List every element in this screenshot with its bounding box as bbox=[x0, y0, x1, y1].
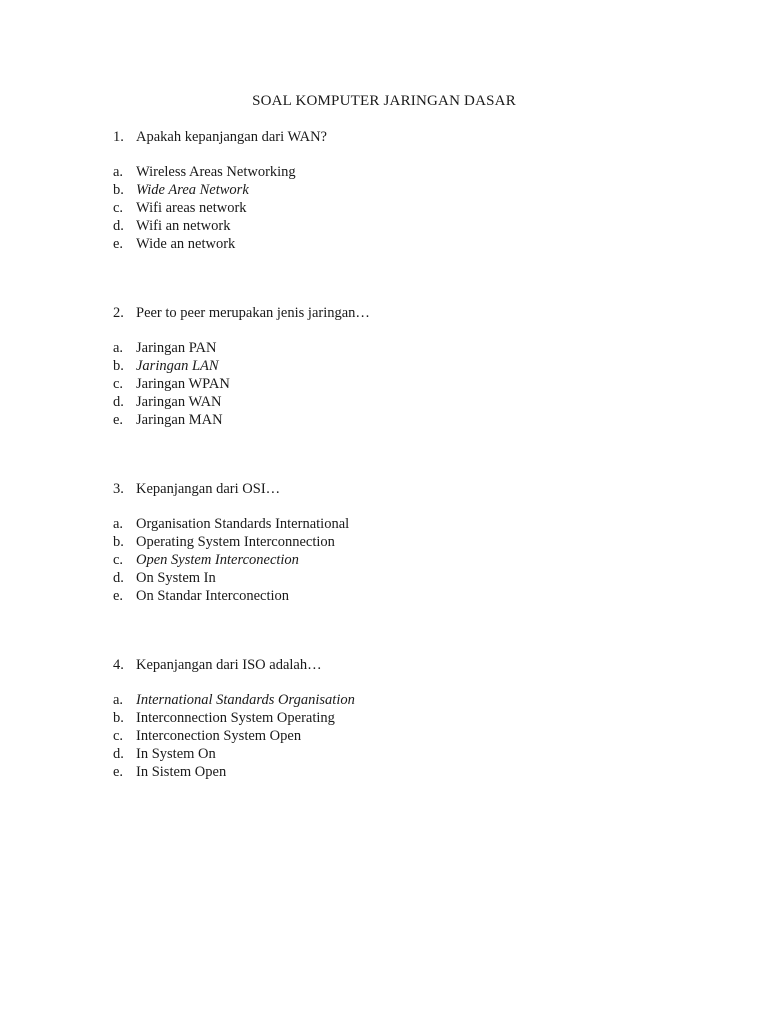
option-c bbox=[113, 551, 713, 569]
option-e bbox=[113, 411, 713, 429]
question-text: Apakah kepanjangan dari WAN? bbox=[136, 129, 327, 145]
option-letter: a. bbox=[113, 164, 124, 180]
option-list bbox=[113, 339, 713, 429]
option-letter: c. bbox=[113, 376, 124, 392]
question-number: 4. bbox=[113, 657, 124, 673]
option-text: On System In bbox=[136, 570, 216, 586]
question-number: 2. bbox=[113, 305, 124, 321]
question-text: Kepanjangan dari OSI… bbox=[136, 481, 281, 497]
option-letter: e. bbox=[113, 236, 124, 252]
option-list bbox=[113, 691, 713, 781]
option-letter: b. bbox=[113, 182, 124, 198]
option-text: Jaringan LAN bbox=[136, 358, 219, 374]
option-e bbox=[113, 235, 713, 253]
option-text: Wide an network bbox=[136, 236, 236, 252]
option-letter: c. bbox=[113, 728, 124, 744]
option-letter: d. bbox=[113, 218, 124, 234]
option-d bbox=[113, 217, 713, 235]
option-letter: b. bbox=[113, 358, 124, 374]
option-d bbox=[113, 745, 713, 763]
option-list bbox=[113, 163, 713, 253]
question-number: 3. bbox=[113, 481, 124, 497]
question-line bbox=[113, 127, 713, 147]
option-text: Wifi an network bbox=[136, 218, 231, 234]
option-c bbox=[113, 199, 713, 217]
option-d bbox=[113, 393, 713, 411]
option-b bbox=[113, 709, 713, 727]
option-a bbox=[113, 691, 713, 709]
question-text: Peer to peer merupakan jenis jaringan… bbox=[136, 305, 370, 321]
option-text: Open System Interconection bbox=[136, 552, 299, 568]
option-text: In System On bbox=[136, 746, 216, 762]
option-text: Jaringan WAN bbox=[136, 394, 222, 410]
question-number: 1. bbox=[113, 129, 124, 145]
option-c bbox=[113, 727, 713, 745]
option-text: Wireless Areas Networking bbox=[136, 164, 296, 180]
option-text: Organisation Standards International bbox=[136, 516, 350, 532]
option-e bbox=[113, 763, 713, 781]
option-letter: d. bbox=[113, 570, 124, 586]
document-title: SOAL KOMPUTER JARINGAN DASAR bbox=[252, 93, 516, 109]
option-d bbox=[113, 569, 713, 587]
option-letter: e. bbox=[113, 412, 124, 428]
option-letter: b. bbox=[113, 710, 124, 726]
option-text: Operating System Interconnection bbox=[136, 534, 335, 550]
option-text: Wide Area Network bbox=[136, 182, 249, 198]
option-letter: a. bbox=[113, 516, 124, 532]
option-letter: a. bbox=[113, 340, 124, 356]
question-line bbox=[113, 655, 713, 675]
option-text: Jaringan MAN bbox=[136, 412, 223, 428]
option-letter: c. bbox=[113, 552, 124, 568]
option-text: In Sistem Open bbox=[136, 764, 227, 780]
option-list bbox=[113, 515, 713, 605]
option-b bbox=[113, 181, 713, 199]
option-e bbox=[113, 587, 713, 605]
option-letter: c. bbox=[113, 200, 124, 216]
option-letter: a. bbox=[113, 692, 124, 708]
question-1 bbox=[113, 127, 713, 252]
question-3 bbox=[113, 479, 713, 604]
option-a bbox=[113, 515, 713, 533]
option-a bbox=[113, 339, 713, 357]
question-line bbox=[113, 303, 713, 323]
option-letter: d. bbox=[113, 394, 124, 410]
option-c bbox=[113, 375, 713, 393]
option-b bbox=[113, 533, 713, 551]
question-line bbox=[113, 479, 713, 499]
option-text: International Standards Organisation bbox=[136, 692, 355, 708]
question-2 bbox=[113, 303, 713, 428]
option-a bbox=[113, 163, 713, 181]
option-letter: e. bbox=[113, 588, 124, 604]
option-letter: d. bbox=[113, 746, 124, 762]
option-b bbox=[113, 357, 713, 375]
option-text: Jaringan PAN bbox=[136, 340, 217, 356]
option-text: Interconection System Open bbox=[136, 728, 302, 744]
option-text: On Standar Interconection bbox=[136, 588, 290, 604]
question-text: Kepanjangan dari ISO adalah… bbox=[136, 657, 322, 673]
option-letter: b. bbox=[113, 534, 124, 550]
option-text: Wifi areas network bbox=[136, 200, 247, 216]
question-4 bbox=[113, 655, 713, 780]
option-text: Jaringan WPAN bbox=[136, 376, 230, 392]
option-letter: e. bbox=[113, 764, 124, 780]
option-text: Interconnection System Operating bbox=[136, 710, 335, 726]
